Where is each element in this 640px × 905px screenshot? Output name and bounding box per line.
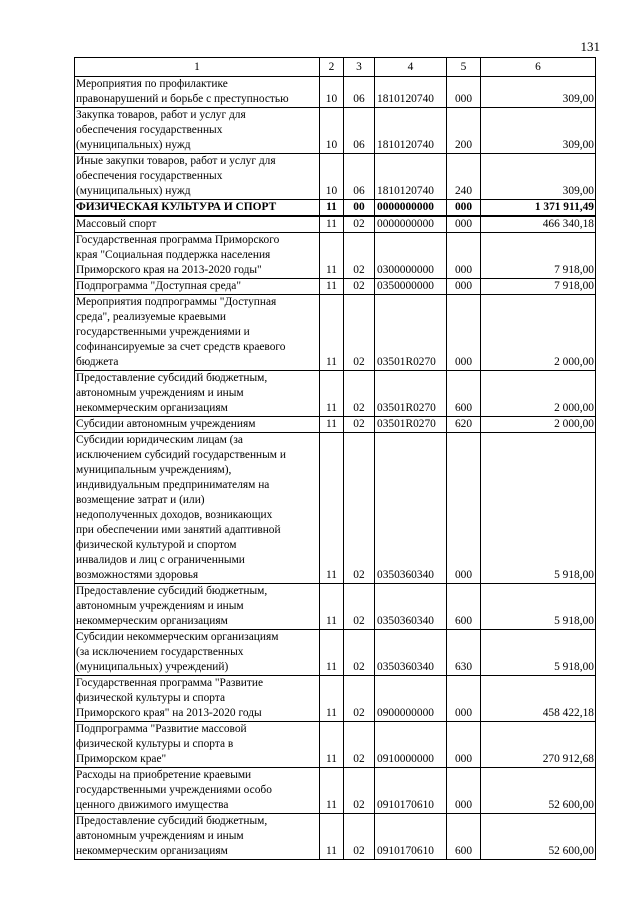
target-article-cell: 03501R0270 — [375, 417, 447, 433]
expense-type-cell: 000 — [447, 768, 481, 814]
table-row — [75, 108, 596, 154]
amount-cell: 5 918,00 — [481, 584, 596, 630]
amount-cell: 309,00 — [481, 108, 596, 154]
section-code-cell: 10 — [320, 108, 344, 154]
section-code-cell: 11 — [320, 371, 344, 417]
table-row — [75, 630, 596, 676]
table-row — [75, 233, 596, 279]
column-header: 4 — [375, 58, 447, 77]
section-code-cell: 10 — [320, 77, 344, 108]
expense-type-cell: 600 — [447, 371, 481, 417]
expense-type-cell: 630 — [447, 630, 481, 676]
table-row — [75, 279, 596, 295]
section-code-cell: 11 — [320, 433, 344, 584]
subsection-code-cell: 02 — [344, 630, 375, 676]
subsection-code-cell: 02 — [344, 279, 375, 295]
section-code-cell: 11 — [320, 768, 344, 814]
section-code-cell: 11 — [320, 584, 344, 630]
column-header: 3 — [344, 58, 375, 77]
subsection-code-cell: 02 — [344, 676, 375, 722]
expense-type-cell: 000 — [447, 216, 481, 233]
subsection-code-cell: 02 — [344, 722, 375, 768]
target-article-cell: 03501R0270 — [375, 371, 447, 417]
amount-cell: 52 600,00 — [481, 768, 596, 814]
row-name-cell: Подпрограмма "Развитие массовой физической культуры и спорта в Приморском крае" — [75, 722, 320, 768]
table-row — [75, 676, 596, 722]
column-header: 5 — [447, 58, 481, 77]
row-name-cell: Расходы на приобретение краевыми государственными учреждениями особо ценного движимого имущества — [75, 768, 320, 814]
amount-cell: 52 600,00 — [481, 814, 596, 860]
subsection-code-cell: 02 — [344, 584, 375, 630]
row-name-cell: Предоставление субсидий бюджетным, автономным учреждениям и иным некоммерческим организациям — [75, 584, 320, 630]
row-name-cell: Предоставление субсидий бюджетным, автономным учреждениям и иным некоммерческим организациям — [75, 814, 320, 860]
row-name-cell: Субсидии некоммерческим организациям (за исключением государственных (муниципальных) учреждений) — [75, 630, 320, 676]
column-header: 6 — [481, 58, 596, 77]
amount-cell: 7 918,00 — [481, 279, 596, 295]
subsection-code-cell: 02 — [344, 814, 375, 860]
table-row — [75, 722, 596, 768]
row-name-cell: Предоставление субсидий бюджетным, автономным учреждениям и иным некоммерческим организациям — [75, 371, 320, 417]
section-code-cell: 11 — [320, 216, 344, 233]
row-name-cell: Государственная программа Приморского края "Социальная поддержка населения Приморского края на 2013-2020 годы" — [75, 233, 320, 279]
expense-type-cell: 620 — [447, 417, 481, 433]
section-code-cell: 11 — [320, 200, 344, 217]
expense-type-cell: 240 — [447, 154, 481, 200]
row-name-cell: Мероприятия по профилактике правонарушений и борьбе с преступностью — [75, 77, 320, 108]
subsection-code-cell: 02 — [344, 417, 375, 433]
target-article-cell: 1810120740 — [375, 154, 447, 200]
amount-cell: 2 000,00 — [481, 417, 596, 433]
row-name-cell: Субсидии автономным учреждениям — [75, 417, 320, 433]
target-article-cell: 0910170610 — [375, 768, 447, 814]
table-row — [75, 77, 596, 108]
row-name-cell: Массовый спорт — [75, 216, 320, 233]
expense-type-cell: 600 — [447, 584, 481, 630]
section-code-cell: 11 — [320, 814, 344, 860]
page-number: 131 — [580, 39, 600, 54]
row-name-cell: ФИЗИЧЕСКАЯ КУЛЬТУРА И СПОРТ — [75, 200, 320, 217]
amount-cell: 2 000,00 — [481, 295, 596, 371]
expense-type-cell: 200 — [447, 108, 481, 154]
table-row — [75, 200, 596, 217]
budget-table — [74, 57, 596, 860]
subsection-code-cell: 02 — [344, 433, 375, 584]
table-row — [75, 768, 596, 814]
table-row — [75, 371, 596, 417]
amount-cell: 270 912,68 — [481, 722, 596, 768]
target-article-cell: 03501R0270 — [375, 295, 447, 371]
subsection-code-cell: 02 — [344, 768, 375, 814]
expense-type-cell: 000 — [447, 722, 481, 768]
table-row — [75, 417, 596, 433]
table-row — [75, 814, 596, 860]
subsection-code-cell: 02 — [344, 233, 375, 279]
section-code-cell: 11 — [320, 417, 344, 433]
amount-cell: 466 340,18 — [481, 216, 596, 233]
row-name-cell: Иные закупки товаров, работ и услуг для обеспечения государственных (муниципальных) нужд — [75, 154, 320, 200]
amount-cell: 2 000,00 — [481, 371, 596, 417]
table-row — [75, 295, 596, 371]
table-header-row — [75, 58, 596, 77]
expense-type-cell: 000 — [447, 200, 481, 217]
subsection-code-cell: 00 — [344, 200, 375, 217]
column-header: 1 — [75, 58, 320, 77]
target-article-cell: 0350000000 — [375, 279, 447, 295]
subsection-code-cell: 02 — [344, 216, 375, 233]
target-article-cell: 0000000000 — [375, 200, 447, 217]
amount-cell: 458 422,18 — [481, 676, 596, 722]
expense-type-cell: 000 — [447, 279, 481, 295]
target-article-cell: 0900000000 — [375, 676, 447, 722]
table-row — [75, 216, 596, 233]
column-header: 2 — [320, 58, 344, 77]
table-row — [75, 433, 596, 584]
subsection-code-cell: 02 — [344, 295, 375, 371]
target-article-cell: 0000000000 — [375, 216, 447, 233]
subsection-code-cell: 02 — [344, 371, 375, 417]
amount-cell: 1 371 911,49 — [481, 200, 596, 217]
subsection-code-cell: 06 — [344, 154, 375, 200]
target-article-cell: 1810120740 — [375, 77, 447, 108]
expense-type-cell: 000 — [447, 233, 481, 279]
target-article-cell: 0350360340 — [375, 433, 447, 584]
amount-cell: 7 918,00 — [481, 233, 596, 279]
expense-type-cell: 000 — [447, 676, 481, 722]
target-article-cell: 0910000000 — [375, 722, 447, 768]
table-row — [75, 584, 596, 630]
expense-type-cell: 000 — [447, 77, 481, 108]
table-row — [75, 154, 596, 200]
target-article-cell: 0350360340 — [375, 630, 447, 676]
target-article-cell: 1810120740 — [375, 108, 447, 154]
target-article-cell: 0350360340 — [375, 584, 447, 630]
expense-type-cell: 600 — [447, 814, 481, 860]
section-code-cell: 11 — [320, 722, 344, 768]
row-name-cell: Закупка товаров, работ и услуг для обеспечения государственных (муниципальных) нужд — [75, 108, 320, 154]
expense-type-cell: 000 — [447, 295, 481, 371]
amount-cell: 5 918,00 — [481, 630, 596, 676]
row-name-cell: Мероприятия подпрограммы "Доступная среда", реализуемые краевыми государственными учреждениями и софинансируемые за счет средств краевого бюджета — [75, 295, 320, 371]
amount-cell: 309,00 — [481, 154, 596, 200]
amount-cell: 309,00 — [481, 77, 596, 108]
section-code-cell: 11 — [320, 233, 344, 279]
section-code-cell: 11 — [320, 676, 344, 722]
target-article-cell: 0300000000 — [375, 233, 447, 279]
row-name-cell: Субсидии юридическим лицам (за исключением субсидий государственным и муниципальным учреждениям), индивидуальным предпринимателям на возмещение затрат и (или) недополученных доходов, возникающих при обеспечении ими занятий адаптивной физической культурой и спортом инвалидов и лиц с ограниченными возможностями здоровья — [75, 433, 320, 584]
section-code-cell: 11 — [320, 295, 344, 371]
section-code-cell: 11 — [320, 279, 344, 295]
row-name-cell: Подпрограмма "Доступная среда" — [75, 279, 320, 295]
section-code-cell: 10 — [320, 154, 344, 200]
section-code-cell: 11 — [320, 630, 344, 676]
subsection-code-cell: 06 — [344, 77, 375, 108]
subsection-code-cell: 06 — [344, 108, 375, 154]
expense-type-cell: 000 — [447, 433, 481, 584]
row-name-cell: Государственная программа "Развитие физической культуры и спорта Приморского края" на 2013-2020 годы — [75, 676, 320, 722]
target-article-cell: 0910170610 — [375, 814, 447, 860]
amount-cell: 5 918,00 — [481, 433, 596, 584]
